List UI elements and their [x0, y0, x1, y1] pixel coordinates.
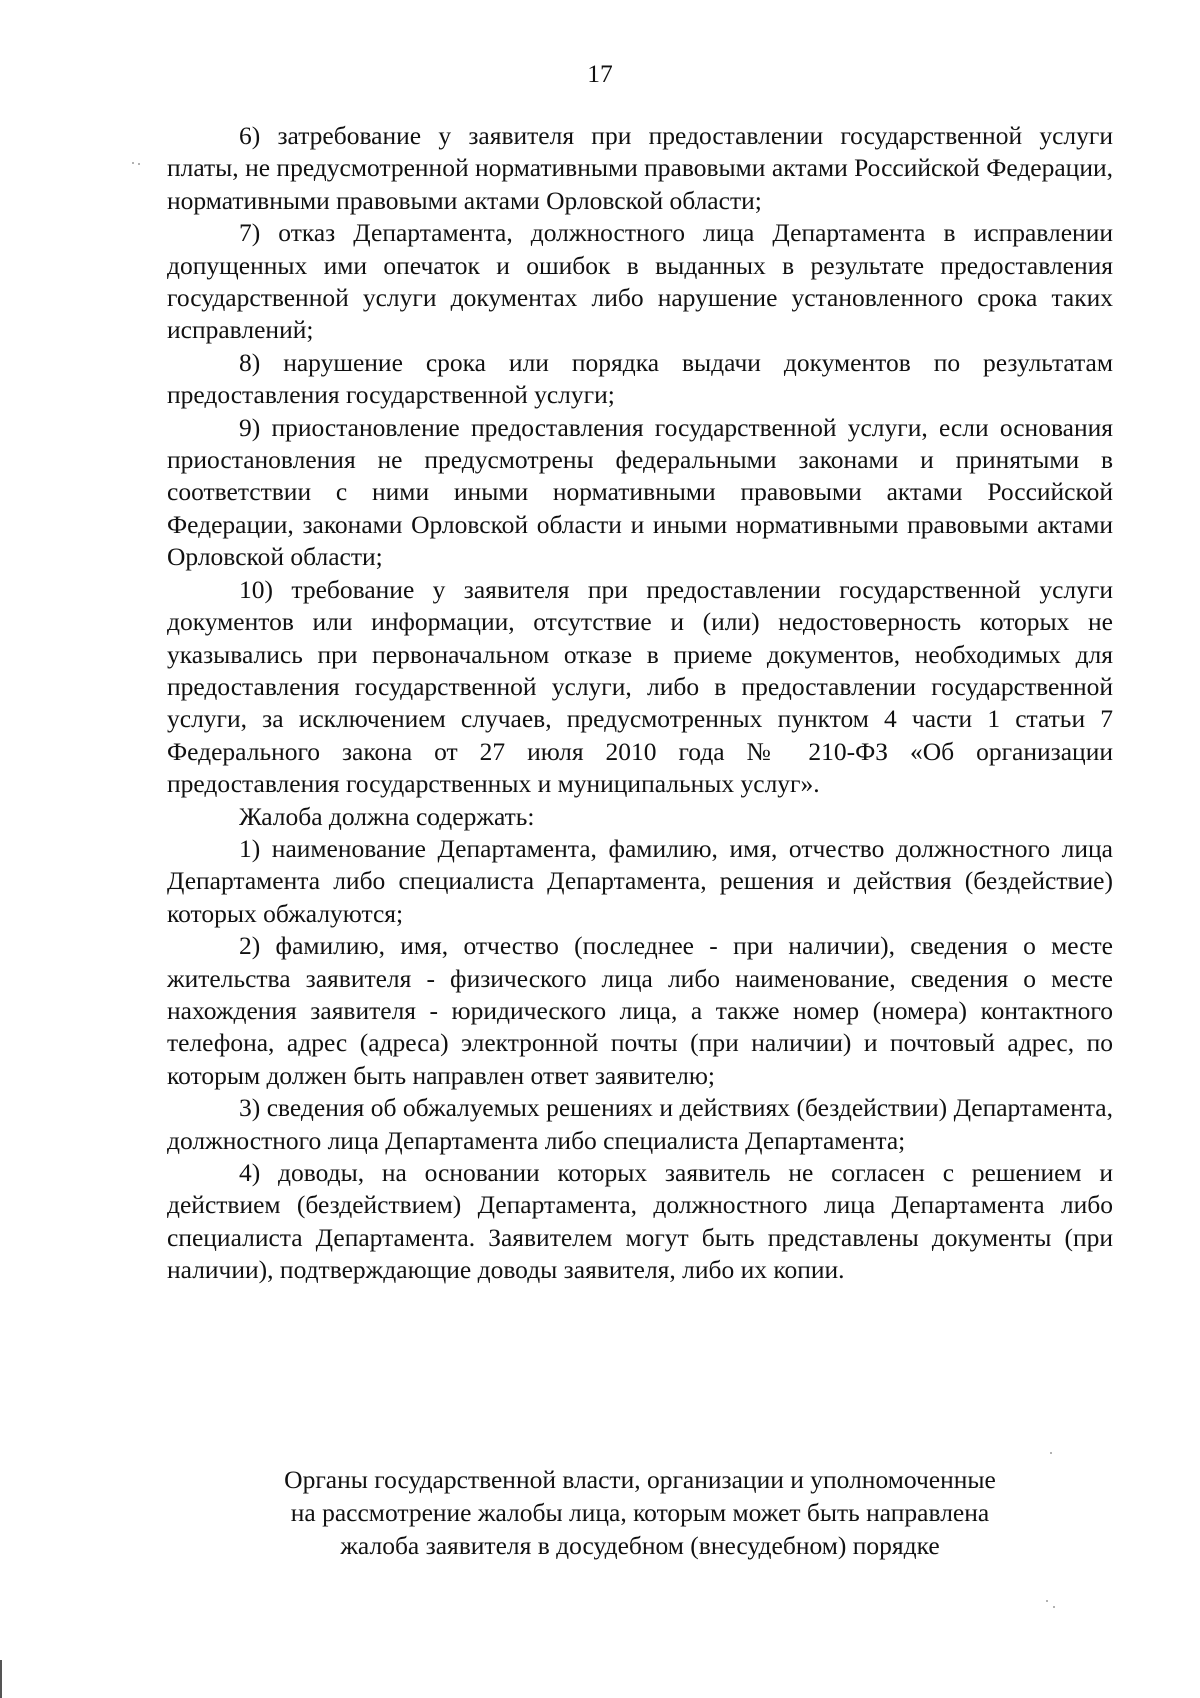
section-heading-line: Органы государственной власти, организации и уполномоченные: [284, 1465, 996, 1494]
paragraph-item-10: 10) требование у заявителя при предоставлении государственной услуги документов или информации, отсутствие и (или) недостоверность которых не указывались при первоначальном отказе в приеме документов, необходимых для предоставления государственной услуги, либо в предоставлении государственной услуги, за исключением случаев, предусмотренных пунктом 4 части 1 статьи 7 Федерального закона от 27 июля 2010 года № 210-ФЗ «Об организации предоставления государственных и муниципальных услуг».: [167, 574, 1113, 799]
document-body: [167, 120, 1113, 1287]
paragraph-item-7: 7) отказ Департамента, должностного лица Департамента в исправлении допущенных ими опечаток и ошибок в выданных в результате предоставления государственной услуги документах либо нарушение установленного срока таких исправлений;: [167, 218, 1113, 345]
scan-speck: [1050, 1452, 1052, 1454]
scan-speck: [1046, 1600, 1048, 1602]
page-number: 17: [587, 59, 613, 88]
complaint-requirement-4: 4) доводы, на основании которых заявитель не согласен с решением и действием (бездействием) Департамента, должностного лица Департамента либо специалиста Департамента. Заявителем могут быть представлены документы (при наличии), подтверждающие доводы заявителя, либо их копии.: [167, 1158, 1113, 1285]
section-heading: [167, 1463, 1113, 1562]
paragraph-item-8: 8) нарушение срока или порядка выдачи документов по результатам предоставления государственной услуги;: [167, 347, 1113, 410]
complaint-contents-intro: Жалоба должна содержать:: [239, 801, 535, 831]
scan-speck: [132, 162, 134, 164]
complaint-requirement-2: 2) фамилию, имя, отчество (последнее - при наличии), сведения о месте жительства заявителя - физического лица либо наименование, сведения о месте нахождения заявителя - юридического лица, а также номер (номера) контактного телефона, адрес (адреса) электронной почты (при наличии) и почтовый адрес, по которым должен быть направлен ответ заявителю;: [167, 931, 1113, 1090]
scan-edge-mark: [0, 1660, 2, 1698]
complaint-requirement-1: 1) наименование Департамента, фамилию, имя, отчество должностного лица Департамента либо специалиста Департамента, решения и действия (бездействие) которых обжалуются;: [167, 833, 1113, 928]
scan-speck: [138, 163, 140, 165]
section-heading-line: на рассмотрение жалобы лица, которым может быть направлена: [290, 1498, 990, 1527]
paragraph-item-9: 9) приостановление предоставления государственной услуги, если основания приостановления не предусмотрены федеральными законами и принятыми в соответствии с ними иными нормативными правовыми актами Российской Федерации, законами Орловской области и иными нормативными правовыми актами Орловской области;: [167, 412, 1113, 572]
scan-speck: [1053, 1606, 1055, 1608]
paragraph-item-6: 6) затребование у заявителя при предоставлении государственной услуги платы, не предусмотренной нормативными правовыми актами Российской Федерации, нормативными правовыми актами Орловской области;: [167, 121, 1113, 215]
complaint-requirement-3: 3) сведения об обжалуемых решениях и действиях (бездействии) Департамента, должностного лица Департамента либо специалиста Департамента;: [167, 1093, 1113, 1155]
section-heading-line: жалоба заявителя в досудебном (внесудебном) порядке: [340, 1531, 940, 1560]
